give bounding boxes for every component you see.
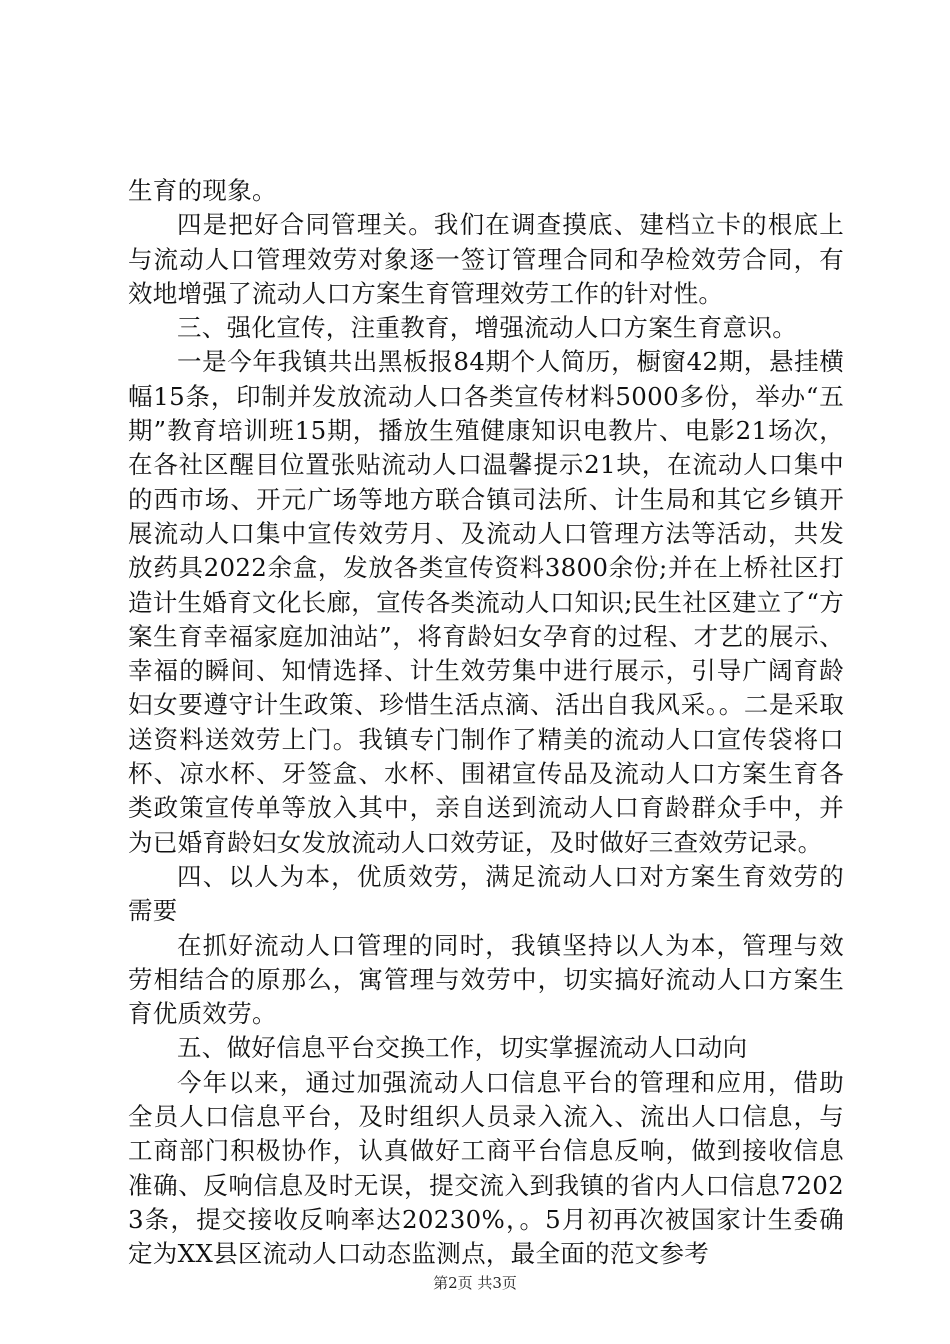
paragraph-contract-management: 四是把好合同管理关。我们在调查摸底、建档立卡的根底上与流动人口管理效劳对象逐一签订管理合同和孕检效劳合同，有效地增强了流动人口方案生育管理效劳工作的针对性。 [128,210,844,308]
paragraph-continuation: 生育的现象。 [128,176,277,205]
paragraph-info-platform: 今年以来，通过加强流动人口信息平台的管理和应用，借助全员人口信息平台，及时组织人员录入流入、流出人口信息，与工商部门积极协作，认真做好工商平台信息反响，做到接收信息准确、反响信息及时无误，提交流入到我镇的省内人口信息72023条，提交接收反响率达20230%，。5月初再次被国家计生委确定为XX县区流动人口动态监测点，最全面的范文参考 [128,1067,844,1269]
section-heading-info-platform: 五、做好信息平台交换工作，切实掌握流动人口动向 [177,1033,748,1063]
section-heading-publicity: 三、强化宣传，注重教育，增强流动人口方案生育意识。 [177,313,797,343]
document-body [128,174,844,1272]
paragraph-publicity-details: 一是今年我镇共出黑板报84期个人简历，橱窗42期，悬挂横幅15条，印制并发放流动人口各类宣传材料5000多份，举办“五期”教育培训班15期，播放生殖健康知识电教片、电影21场次，在各社区醒目位置张贴流动人口温馨提示21块，在流动人口集中的西市场、开元广场等地方联合镇司法所、计生局和其它乡镇开展流动人口集中宣传效劳月、及流动人口管理方法等活动，共发放药具2022余盒，发放各类宣传资料3800余份;并在上桥社区打造计生婚育文化长廊，宣传各类流动人口知识;民生社区建立了“方案生育幸福家庭加油站”，将育龄妇女孕育的过程、才艺的展示、幸福的瞬间、知情选择、计生效劳集中进行展示，引导广阔育龄妇女要遵守计生政策、珍惜生活点滴、活出自我风采。。二是采取送资料送效劳上门。我镇专门制作了精美的流动人口宣传袋将口杯、凉水杯、牙签盒、水杯、围裙宣传品及流动人口方案生育各类政策宣传单等放入其中，亲自送到流动人口育龄群众手中，并为已婚育龄妇女发放流动人口效劳证，及时做好三查效劳记录。 [128,347,844,857]
paragraph-people-oriented: 在抓好流动人口管理的同时，我镇坚持以人为本，管理与效劳相结合的原那么，寓管理与效劳中，切实搞好流动人口方案生育优质效劳。 [128,930,844,1029]
page-number-footer: 第2页 共3页 [433,1274,517,1292]
section-heading-people-oriented: 四、以人为本，优质效劳，满足流动人口对方案生育效劳的需要 [128,861,844,926]
